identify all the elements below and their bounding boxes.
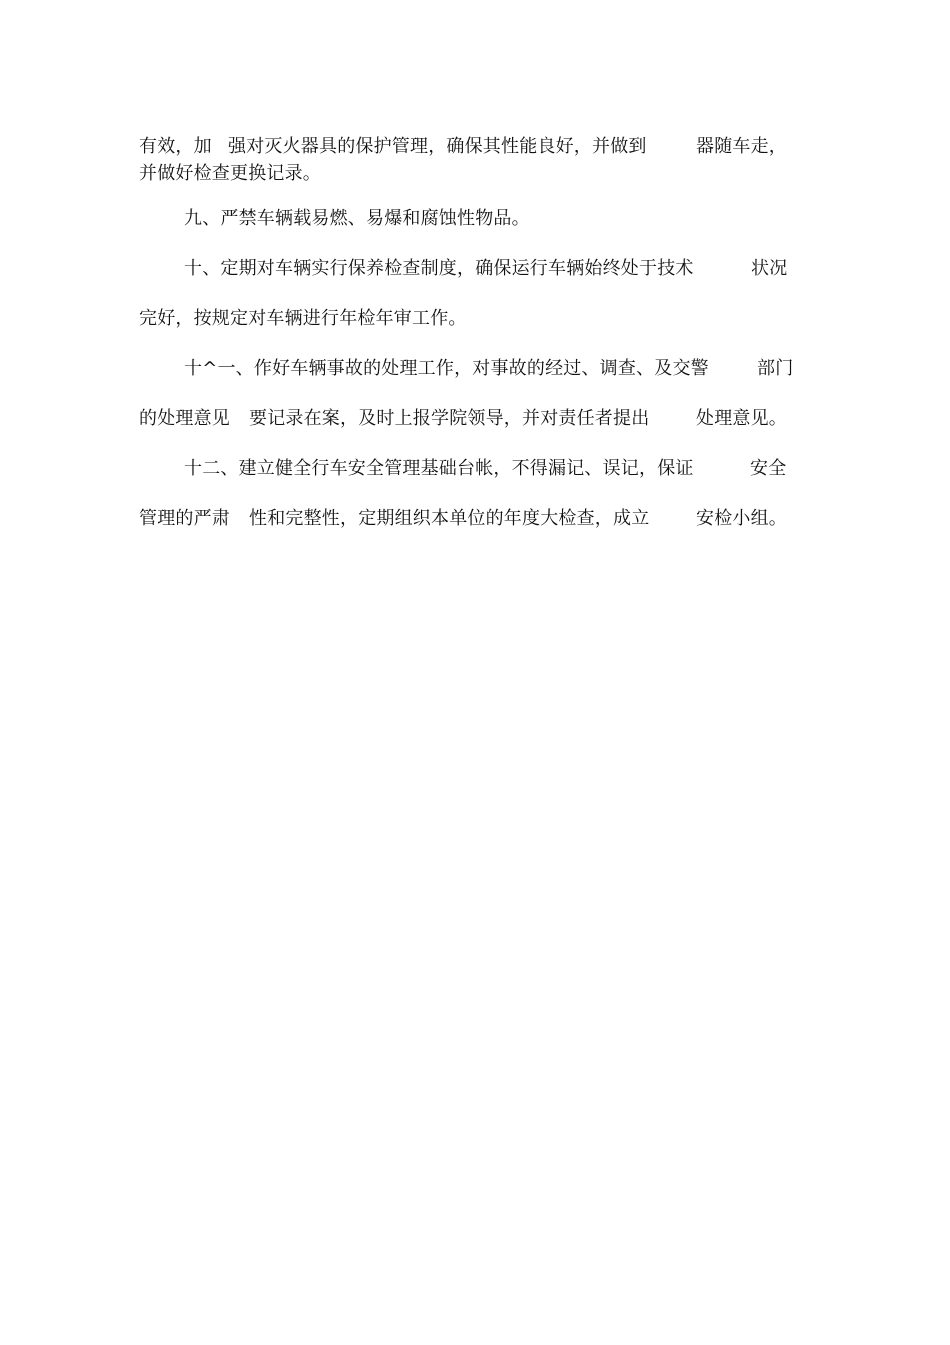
text-segment: 部门 [757, 358, 794, 379]
text-segment: 安检小组。 [696, 508, 787, 529]
text-segment: 完好，按规定对车辆进行年检年审工作。 [139, 308, 467, 329]
text-segment: 强对灭火器具的保护管理，确保其性能良好，并做到 [228, 136, 647, 157]
text-segment: 并做好检查更换记录。 [139, 163, 321, 184]
text-segment: 十^一、作好车辆事故的处理工作，对事故的经过、调查、及交警 [184, 358, 709, 379]
text-segment: 处理意见。 [696, 408, 787, 429]
text-segment: 要记录在案，及时上报学院领导，并对责任者提出 [249, 408, 650, 429]
text-segment: 管理的严肃 [139, 508, 230, 529]
text-segment: 十、定期对车辆实行保养检查制度，确保运行车辆始终处于技术 [184, 258, 694, 279]
text-segment: 九、严禁车辆载易燃、易爆和腐蚀性物品。 [184, 208, 530, 229]
text-segment: 器随车走， [696, 136, 787, 157]
text-segment: 性和完整性，定期组织本单位的年度大检查，成立 [249, 508, 650, 529]
text-segment: 有效，加 [139, 136, 212, 157]
text-segment: 安全 [750, 458, 787, 479]
text-segment: 十二、建立健全行车安全管理基础台帐，不得漏记、误记，保证 [184, 458, 694, 479]
text-segment: 的处理意见 [139, 408, 230, 429]
text-segment: 状况 [751, 258, 788, 279]
